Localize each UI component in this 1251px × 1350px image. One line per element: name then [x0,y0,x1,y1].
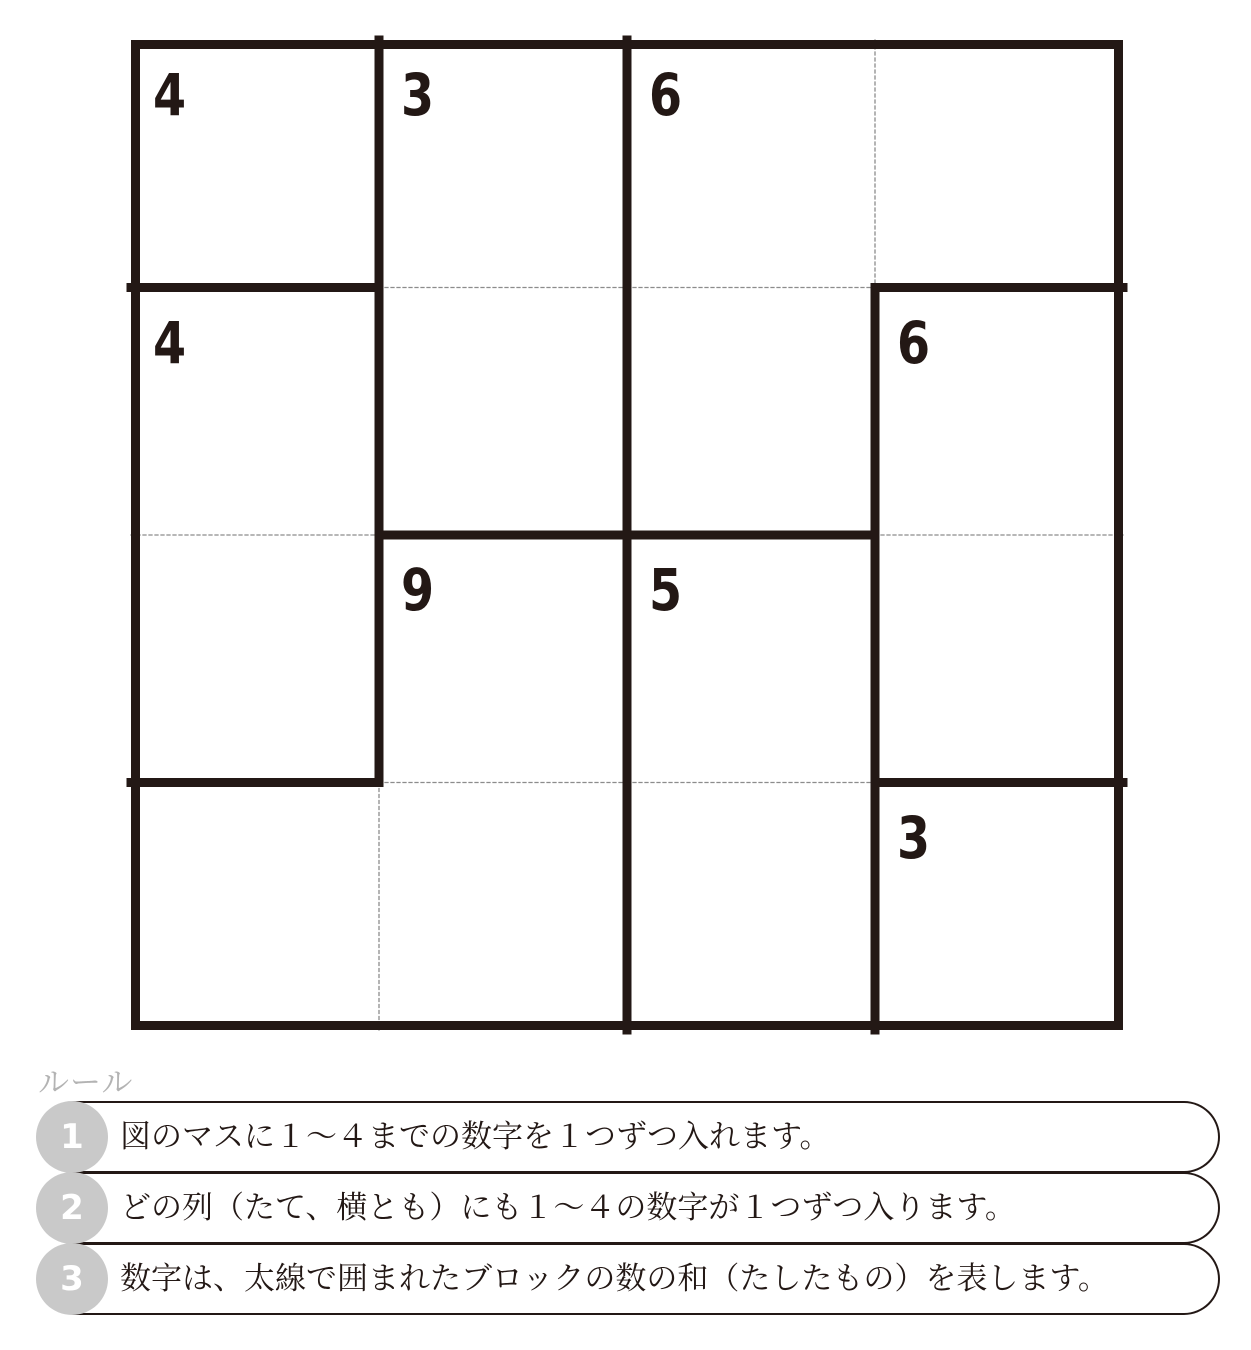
cage-clue: 3 [897,803,931,872]
rule-text: 数字は、太線で囲まれたブロックの数の和（たしたもの）を表します。 [120,1261,1109,1297]
cage-clue: 9 [401,556,435,624]
grid-lines [131,40,1123,1030]
puzzle-board [131,40,1123,1030]
rule-text: 図のマスに１～４までの数字を１つずつ入れます。 [120,1119,831,1155]
rules-heading: ルール [38,1065,134,1101]
cage-clue: 6 [897,308,931,377]
rule-text: どの列（たて、横とも）にも１～４の数字が１つずつ入ります。 [120,1190,1016,1226]
rule-2 [36,1172,1220,1242]
cage-clue: 3 [401,61,435,129]
rule-3 [36,1243,1220,1313]
cage-clue: 6 [649,61,683,129]
rule-number-badge: 3 [36,1243,108,1315]
cage-clue: 4 [153,308,187,377]
cage-clue: 4 [153,61,187,129]
rule-1 [36,1101,1220,1171]
cage-clue: 5 [649,556,683,624]
rule-number-badge: 2 [36,1172,108,1244]
rule-number-badge: 1 [36,1101,108,1173]
